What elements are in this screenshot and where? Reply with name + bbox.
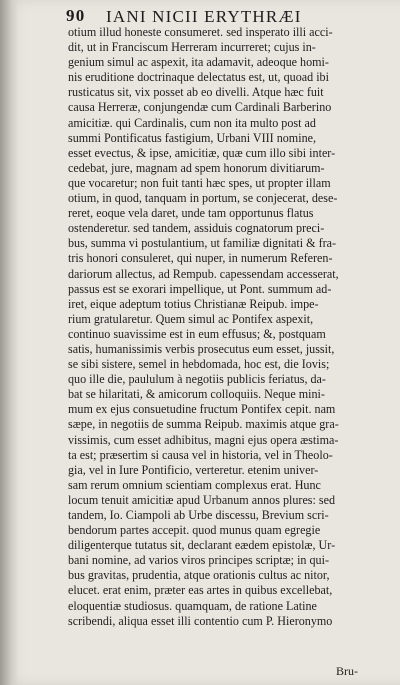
text-line: scribendi, aliqua esset illi contentio cum P. Hieronymo	[68, 613, 333, 628]
catchword: Bru-	[336, 664, 358, 678]
text-line: vissimis, cum esset adhibitus, magni ejus opera æstima-	[68, 432, 339, 447]
text-line: passus est se exorari impellique, ut Pont. summum ad-	[68, 281, 332, 296]
text-line: bus gravitas, prudentia, atque orationis cultus ac nitor,	[68, 568, 330, 583]
text-line: diligenterque tutatus sit, declarant eædem epistolæ, Ur-	[68, 538, 336, 553]
text-line: tris honori consuleret, qui nuper, in numerum Referen-	[68, 251, 333, 266]
body-text	[68, 25, 364, 629]
text-line: rusticatus sit, vix posset ab eo divelli. Atque hæc fuit	[68, 85, 324, 100]
text-line: ostenderetur. sed tandem, assiduis cognatorum preci-	[68, 221, 325, 236]
text-line: sam rerum omnium scientiam complexus erat. Hunc	[68, 477, 321, 492]
text-line: otium illud honeste consumeret. sed insperato illi acci-	[68, 25, 333, 39]
text-line: dit, ut in Franciscum Herreram incurreret; cujus in-	[68, 40, 316, 55]
text-line: mum ex ejus consuetudine fructum Pontifex cepit. nam	[68, 402, 336, 417]
text-line: genium simul ac aspexit, ita adamavit, adeoque homi-	[68, 55, 329, 70]
text-line: quo ille die, paululum à negotiis publicis feriatus, da-	[68, 372, 326, 387]
text-line: bendorum partes accepit. quod munus quam egregie	[68, 523, 321, 538]
text-line: bus, summa vi postulantium, ut familiæ dignitati & fra-	[68, 236, 337, 251]
text-line: elucet. erat enim, præter eas artes in quibus excellebat,	[68, 583, 333, 598]
text-line: tandem, Io. Ciampoli ab Urbe discessu, Brevium scri-	[68, 508, 329, 522]
text-line: causa Herreræ, conjungendæ cum Cardinali Barberino	[68, 100, 332, 115]
text-line: iret, eique adeptum totius Christianæ Reipub. impe-	[68, 296, 319, 311]
text-line: summi Pontificatus fastigium, Urbani VIII nomine,	[68, 130, 317, 145]
text-line: satis, humanissimis verbis prosecutus eum esset, jussit,	[68, 341, 335, 356]
text-line: bat se hilaritati, & amicorum colloquiis. Neque mini-	[68, 387, 325, 402]
text-line: continuo suavissime est in eum effusus; &, postquam	[68, 326, 326, 341]
text-line: nis eruditione doctrinaque delectatus est, ut, quoad ibi	[68, 70, 329, 85]
text-line: bani nomine, ad varios viros principes scriptæ; in qui-	[68, 553, 329, 568]
page-number: 90	[66, 6, 86, 25]
text-line: sæpe, in negotiis de summa Reipub. maximis atque gra-	[68, 417, 339, 432]
text-line: otium, in quod, tanquam in portum, se conjecerat, dese-	[68, 191, 338, 206]
text-line: se sibi sistere, semel in hebdomada, hoc est, die Iovis;	[68, 357, 330, 372]
text-line: locum tenuit amicitiæ apud Urbanum annos plures: sed	[68, 492, 336, 507]
running-head: IANI NICII ERYTHRÆI	[106, 7, 302, 26]
text-line: dariorum allectus, ad Rempub. capessendam accesserat,	[68, 266, 339, 281]
text-line: gia, vel in Iure Pontificio, verteretur. etenim univer-	[68, 462, 319, 477]
text-line: que vocaretur; non fuit tanti hæc spes, ut propter illam	[68, 175, 331, 190]
text-line: eloquentiæ studiosus. quamquam, de ratione Latine	[68, 598, 317, 613]
page-gutter-shadow	[0, 0, 18, 685]
text-line: reret, eoque vela daret, unde tam opportunus flatus	[68, 206, 314, 221]
text-line: esset evectus, & ipse, amicitiæ, quæ cum illo sibi inter-	[68, 145, 336, 160]
text-line: amicitiæ. qui Cardinalis, cum non ita multo post ad	[68, 115, 316, 130]
text-line: cedebat, jure, magnam ad spem honorum divitiarum-	[68, 160, 325, 175]
text-line: ta est; præsertim si causa vel in historia, vel in Theolo-	[68, 447, 333, 462]
text-line: rium gratularetur. Quem simul ac Pontifex aspexit,	[68, 311, 314, 326]
